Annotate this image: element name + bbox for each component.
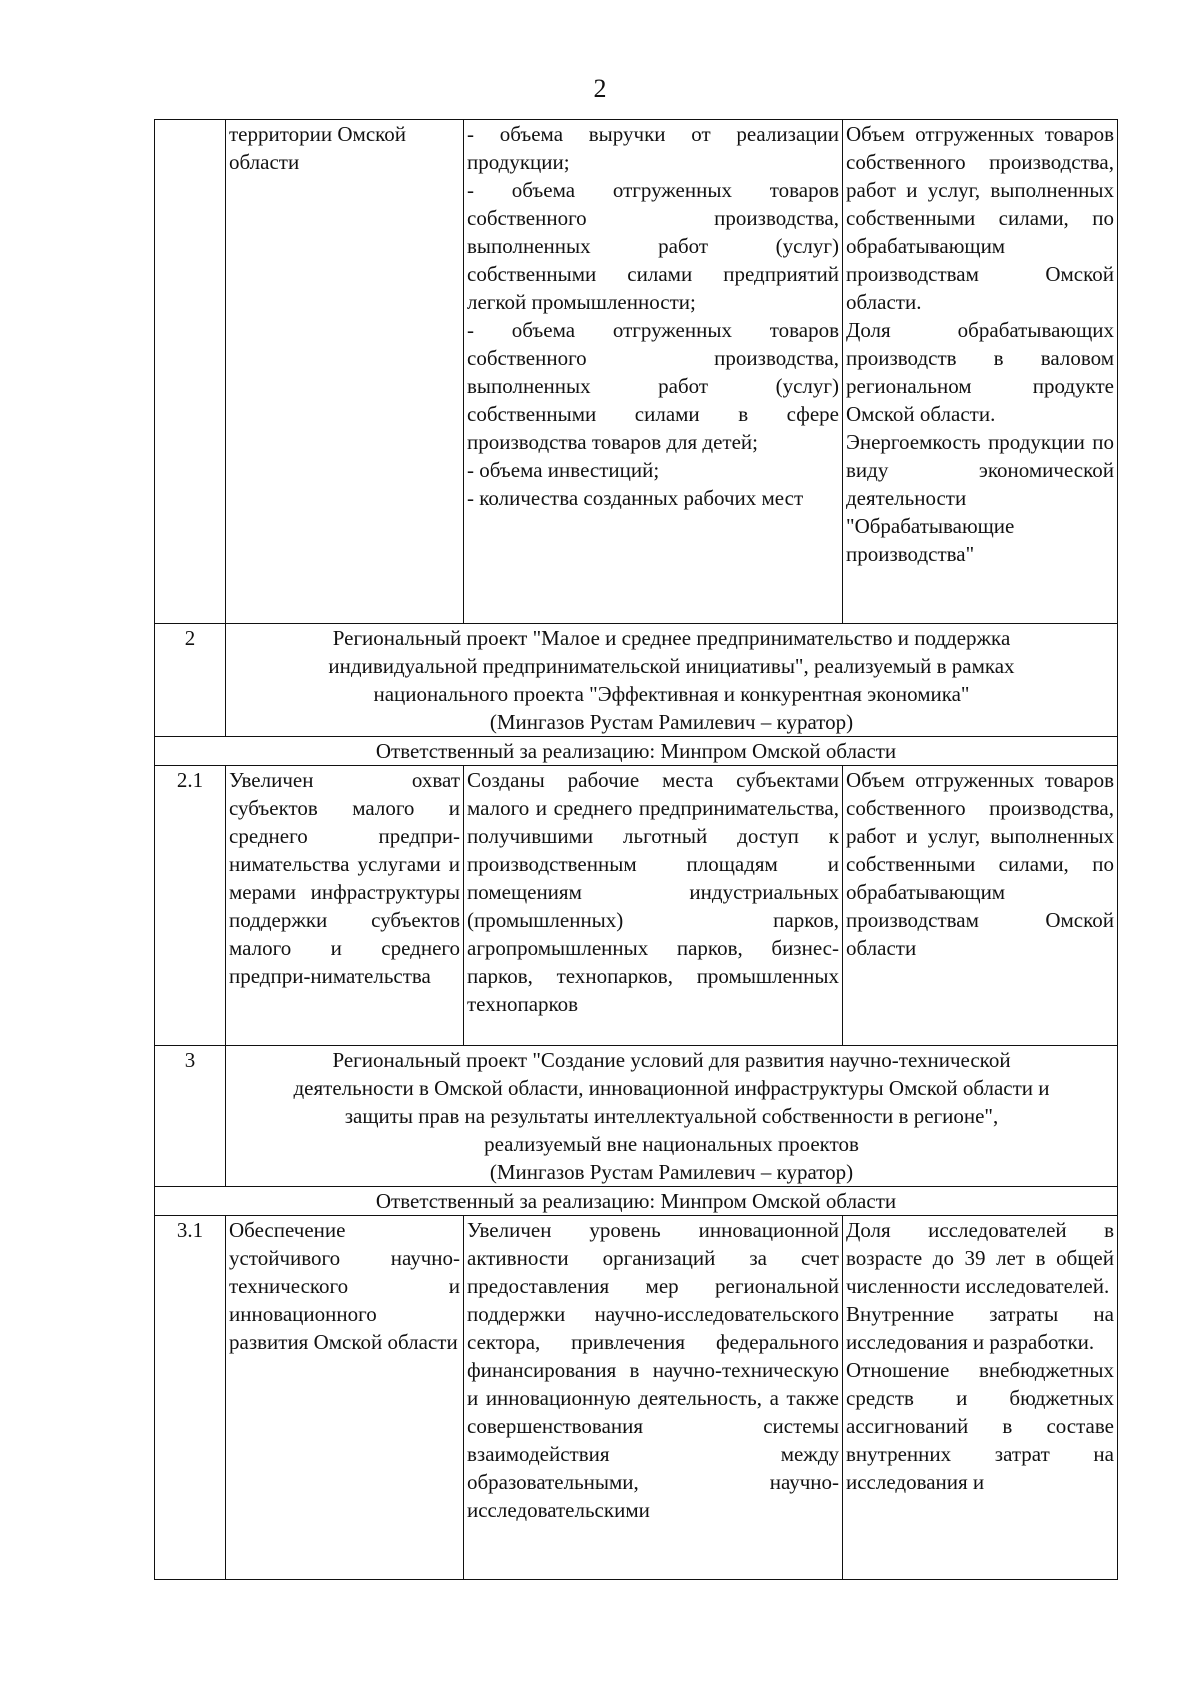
- task-text: Увеличен охват субъектов малого и среднего предпри-нимательства услугами и мерами инфраструктуры поддержки субъектов малого и среднего предпри-нимательства: [229, 768, 460, 988]
- indicator-text: Объем отгруженных товаров собственного производства, работ и услуг, выполненных собственными силами, по обрабатывающим производствам Омской области. Доля обрабатывающих производств в валовом региональном продукте Омской области. Энергоемкость продукции по виду экономической деятельности "Обрабатывающие производства": [846, 122, 1114, 566]
- result-text: Увеличен уровень инновационной активности организаций за счет предоставления мер региональной поддержки научно-исследовательского сектора, привлечения федерального финансирования в научно-техническую и инновационную деятельность, а также совершенствования системы взаимодействия между образовательными, научно-исследовательскими: [467, 1218, 839, 1522]
- result-text: Созданы рабочие места субъектами малого и среднего предпринимательства, получившими льготный доступ к производственным площадям и помещениям индустриальных (промышленных) парков, агропромышленных парков, бизнес-парков, технопарков, промышленных технопарков: [467, 768, 839, 1016]
- indicator-text: Объем отгруженных товаров собственного производства, работ и услуг, выполненных собственными силами, по обрабатывающим производствам Омской области: [846, 768, 1114, 960]
- project-header-row: [155, 624, 1118, 737]
- responsible-text: Ответственный за реализацию: Минпром Омской области: [155, 737, 1118, 766]
- project-header-row: [155, 1046, 1118, 1187]
- task-cell: [226, 766, 464, 1046]
- result-cell: [464, 1216, 843, 1580]
- table-row: [155, 120, 1118, 624]
- result-cell: [464, 120, 843, 624]
- project-title-line: защиты прав на результаты интеллектуальной собственности в регионе",: [344, 1104, 999, 1128]
- project-title-line: индивидуальной предпринимательской инициативы", реализуемый в рамках: [328, 654, 1015, 678]
- project-title-cell: [226, 1046, 1118, 1187]
- responsible-text: Ответственный за реализацию: Минпром Омской области: [155, 1187, 1118, 1216]
- task-cell: [226, 1216, 464, 1580]
- result-cell: [464, 766, 843, 1046]
- project-curator-line: (Мингазов Рустам Рамилевич – куратор): [489, 1160, 854, 1184]
- project-title-line: Региональный проект "Создание условий для развития научно-технической: [332, 1048, 1011, 1072]
- table-row: [155, 1216, 1118, 1580]
- indicator-cell: [843, 766, 1118, 1046]
- responsible-row: [155, 1187, 1118, 1216]
- task-text: Обеспечение устойчивого научно-технического и инновационного развития Омской области: [229, 1218, 460, 1354]
- project-title-line: реализуемый вне национальных проектов: [484, 1132, 859, 1156]
- row-number: [155, 120, 226, 624]
- result-text: - объема выручки от реализации продукции; - объема отгруженных товаров собственного производства, выполненных работ (услуг) собственными силами предприятий легкой промышленности; - объема отгруженных товаров собственного производства, выполненных работ (услуг) собственными силами в сфере производства товаров для детей; - объема инвестиций; - количества созданных рабочих мест: [467, 122, 839, 510]
- page-number: 2: [593, 74, 607, 103]
- table-row: [155, 766, 1118, 1046]
- indicator-text: Доля исследователей в возрасте до 39 лет в общей численности исследователей. Внутренние затраты на исследования и разработки. Отношение внебюджетных средств и бюджетных ассигнований в составе внутренних затрат на исследования и: [846, 1218, 1114, 1494]
- document-table: [154, 119, 1118, 1580]
- task-text: территории Омской области: [229, 122, 407, 174]
- row-number: 2.1: [155, 766, 226, 1046]
- indicator-cell: [843, 120, 1118, 624]
- project-title-line: национального проекта "Эффективная и конкурентная экономика": [373, 682, 970, 706]
- indicator-cell: [843, 1216, 1118, 1580]
- row-number: 3: [155, 1046, 226, 1187]
- row-number: 3.1: [155, 1216, 226, 1580]
- project-title-cell: [226, 624, 1118, 737]
- project-title-line: Региональный проект "Малое и среднее предпринимательство и поддержка: [332, 626, 1011, 650]
- row-number: 2: [155, 624, 226, 737]
- project-title-line: деятельности в Омской области, инновационной инфраструктуры Омской области и: [293, 1076, 1050, 1100]
- project-curator-line: (Мингазов Рустам Рамилевич – куратор): [489, 710, 854, 734]
- responsible-row: [155, 737, 1118, 766]
- task-cell: [226, 120, 464, 624]
